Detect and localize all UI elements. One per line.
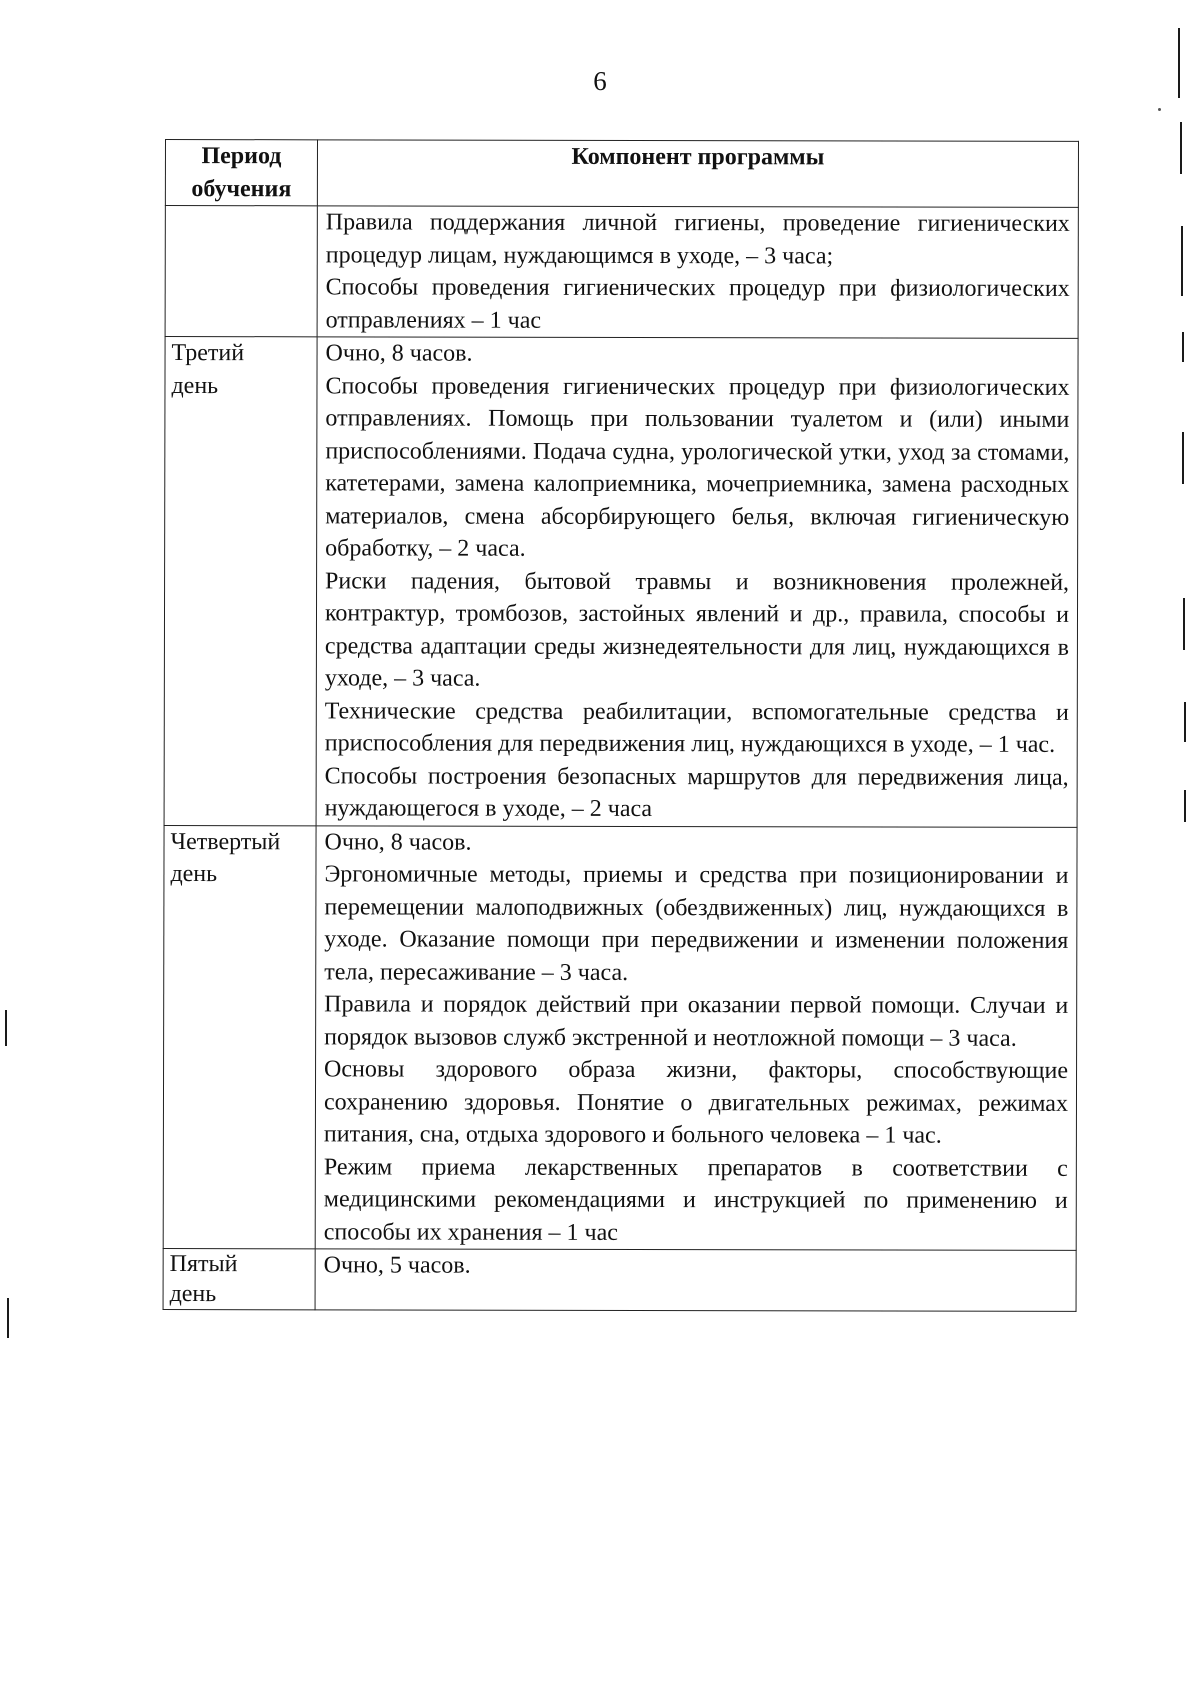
period-cell <box>163 1248 315 1309</box>
scan-mark <box>1184 702 1186 742</box>
component-paragraph: Риски падения, бытовой травмы и возникновения пролежней, контрактур, тромбозов, застойных явлений и др., правила, способы и средства адаптации среды жизнедеятельности для лиц, нуждающихся в уходе, – 3 часа. <box>324 567 1070 692</box>
component-paragraph: Эргономичные методы, приемы и средства при позиционировании и перемещении малоподвижных (обездвиженных) лиц, нуждающихся в уходе. Оказание помощи при передвижении и изменении положения тела, пересаживание – 3 часа. <box>324 861 1069 986</box>
component-cell <box>316 337 1078 827</box>
period-line2: день <box>171 372 219 399</box>
scan-mark <box>1178 28 1180 98</box>
period-line1: Четвертый <box>170 828 281 855</box>
period-line2: день <box>169 1281 217 1308</box>
component-paragraph: Способы проведения гигиенических процедур при физиологических отправлениях. Помощь при пользовании туалетом и (или) иными приспособлениями. Подача судна, урологической утки, уход за стомами, катетерами, замена калоприемника, мочеприемника, замена расходных материалов, смена абсорбирующего белья, включая гигиеническую обработку, – 2 часа. <box>325 372 1070 562</box>
scan-mark <box>1183 598 1185 650</box>
scan-mark <box>1184 790 1186 822</box>
component-paragraph: Режим приема лекарственных препаратов в соответствии с медицинскими рекомендациями и инструкцией по применению и способы их хранения – 1 час <box>323 1153 1068 1246</box>
program-table <box>163 139 1079 1312</box>
component-paragraph: Способы построения безопасных маршрутов для передвижения лица, нуждающегося в уходе, – 2 часа <box>324 762 1069 823</box>
component-paragraph: Правила и порядок действий при оказании первой помощи. Случаи и порядок вызовов служб экстренной и неотложной помощи – 3 часа. <box>324 991 1069 1052</box>
period-line1: Третий <box>171 340 245 367</box>
component-paragraph: Основы здорового образа жизни, факторы, способствующие сохранению здоровья. Понятие о двигательных режимах, режимах питания, сна, отдыха здорового и больного человека – 1 час. <box>323 1056 1069 1149</box>
scan-mark <box>5 1010 7 1046</box>
period-cell <box>165 206 317 337</box>
table-row <box>163 1248 1076 1311</box>
table-row <box>165 206 1078 339</box>
period-cell <box>163 825 316 1249</box>
component-cell <box>317 206 1078 339</box>
component-lead: Очно, 8 часов. <box>325 340 473 367</box>
component-paragraph: Правила поддержания личной гигиены, проведение гигиенических процедур лицам, нуждающимся в уходе, – 3 часа; <box>325 209 1070 269</box>
component-cell <box>315 825 1077 1250</box>
table-header-row <box>165 140 1078 208</box>
header-period-line2: обучения <box>191 175 292 202</box>
header-period <box>165 140 317 206</box>
scan-mark <box>1182 432 1184 484</box>
scan-mark <box>1181 226 1183 296</box>
component-paragraph: Способы проведения гигиенических процедур при физиологических отправлениях – 1 час <box>325 274 1070 334</box>
scan-mark <box>7 1298 9 1338</box>
period-cell <box>164 337 317 826</box>
component-paragraph: Технические средства реабилитации, вспомогательные средства и приспособления для передвижения лиц, нуждающихся в уходе, – 1 час. <box>324 697 1069 758</box>
header-period-line1: Период <box>201 143 282 170</box>
header-component: Компонент программы <box>317 140 1078 208</box>
component-cell <box>315 1249 1076 1312</box>
period-line2: день <box>170 861 218 888</box>
table-row <box>163 825 1077 1250</box>
table-row <box>164 337 1078 827</box>
period-line1: Пятый <box>169 1251 238 1278</box>
scan-mark <box>1182 332 1184 362</box>
scan-speck <box>1158 108 1161 111</box>
scan-mark <box>1180 122 1182 174</box>
component-lead: Очно, 8 часов. <box>324 828 472 856</box>
component-lead: Очно, 5 часов. <box>323 1252 471 1279</box>
page-number: 6 <box>593 66 607 96</box>
